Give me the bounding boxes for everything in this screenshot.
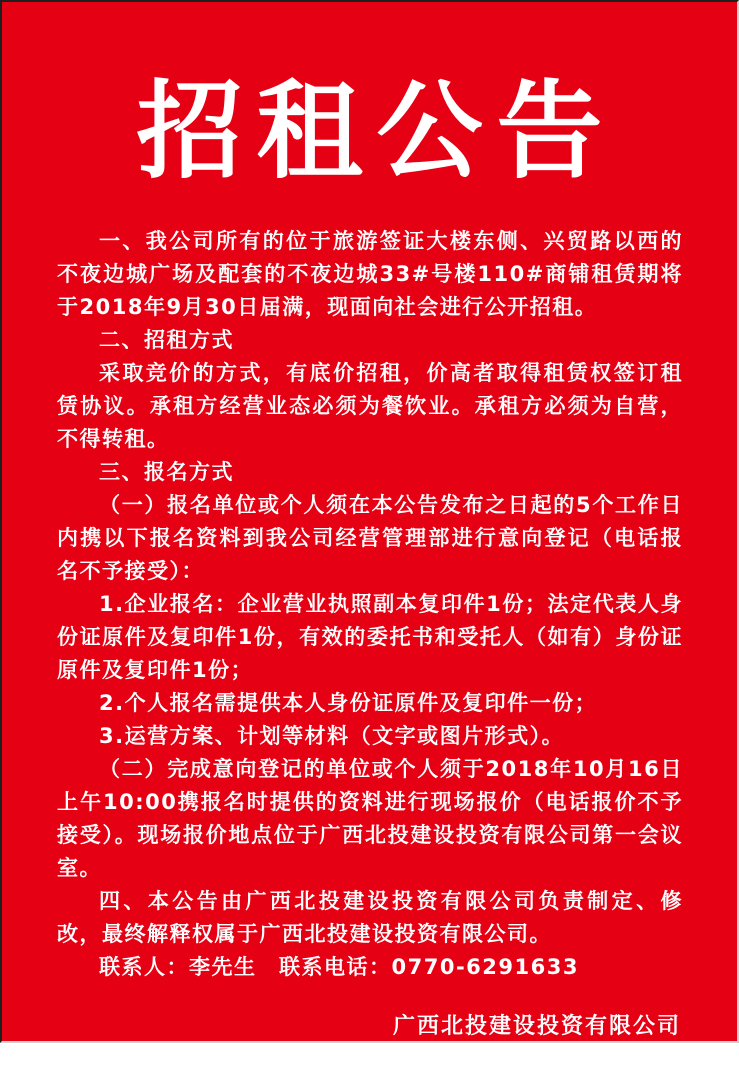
notice-paragraph-enterprise-registration: 1.企业报名：企业营业执照副本复印件1份；法定代表人身份证原件及复印件1份，有效的委托书和受托人（如有）身份证原件及复印件1份； [57, 592, 683, 683]
notice-heading-lease-method: 二、招租方式 [99, 328, 234, 353]
notice-paragraph-lease-method: 采取竞价的方式，有底价招租，价高者取得租赁权签订租赁协议。承租方经营业态必须为餐饮业。承租方必须为自营，不得转租。 [57, 361, 683, 452]
notice-paragraph-registration-intro: （一）报名单位或个人须在本公告发布之日起的5个工作日内携以下报名资料到我公司经营管理部进行意向登记（电话报名不予接受）： [57, 493, 683, 584]
signature-block [393, 1010, 681, 1078]
notice-paragraph-operation-plan: 3.运营方案、计划等材料（文字或图片形式）。 [99, 724, 565, 749]
signature-company: 广西北投建设投资有限公司 [392, 1014, 681, 1040]
notice-paragraph-intro: 一、我公司所有的位于旅游签证大楼东侧、兴贸路以西的不夜边城广场及配套的不夜边城33#号楼110#商铺租赁期将于2018年9月30日届满，现面向社会进行公开招租。 [57, 229, 683, 320]
notice-heading-registration-method: 三、报名方式 [99, 460, 234, 485]
notice-body [2, 225, 737, 984]
notice-paragraph-individual-registration: 2.个人报名需提供本人身份证原件及复印件一份； [99, 691, 598, 716]
notice-paragraph-interpretation-rights: 四、本公告由广西北投建设投资有限公司负责制定、修改，最终解释权属于广西北投建设投资有限公司。 [57, 889, 683, 947]
signature-date: 2018年9月30日 [445, 1048, 629, 1074]
notice-paragraph-contact: 联系人：李先生 联系电话：0770-6291633 [99, 955, 579, 980]
notice-title: 招租公告 [136, 68, 617, 193]
notice-paragraph-onsite-bidding: （二）完成意向登记的单位或个人须于2018年10月16日上午10:00携报名时提供的资料进行现场报价（电话报价不予接受）。现场报价地点位于广西北投建设投资有限公司第一会议室。 [57, 757, 683, 881]
